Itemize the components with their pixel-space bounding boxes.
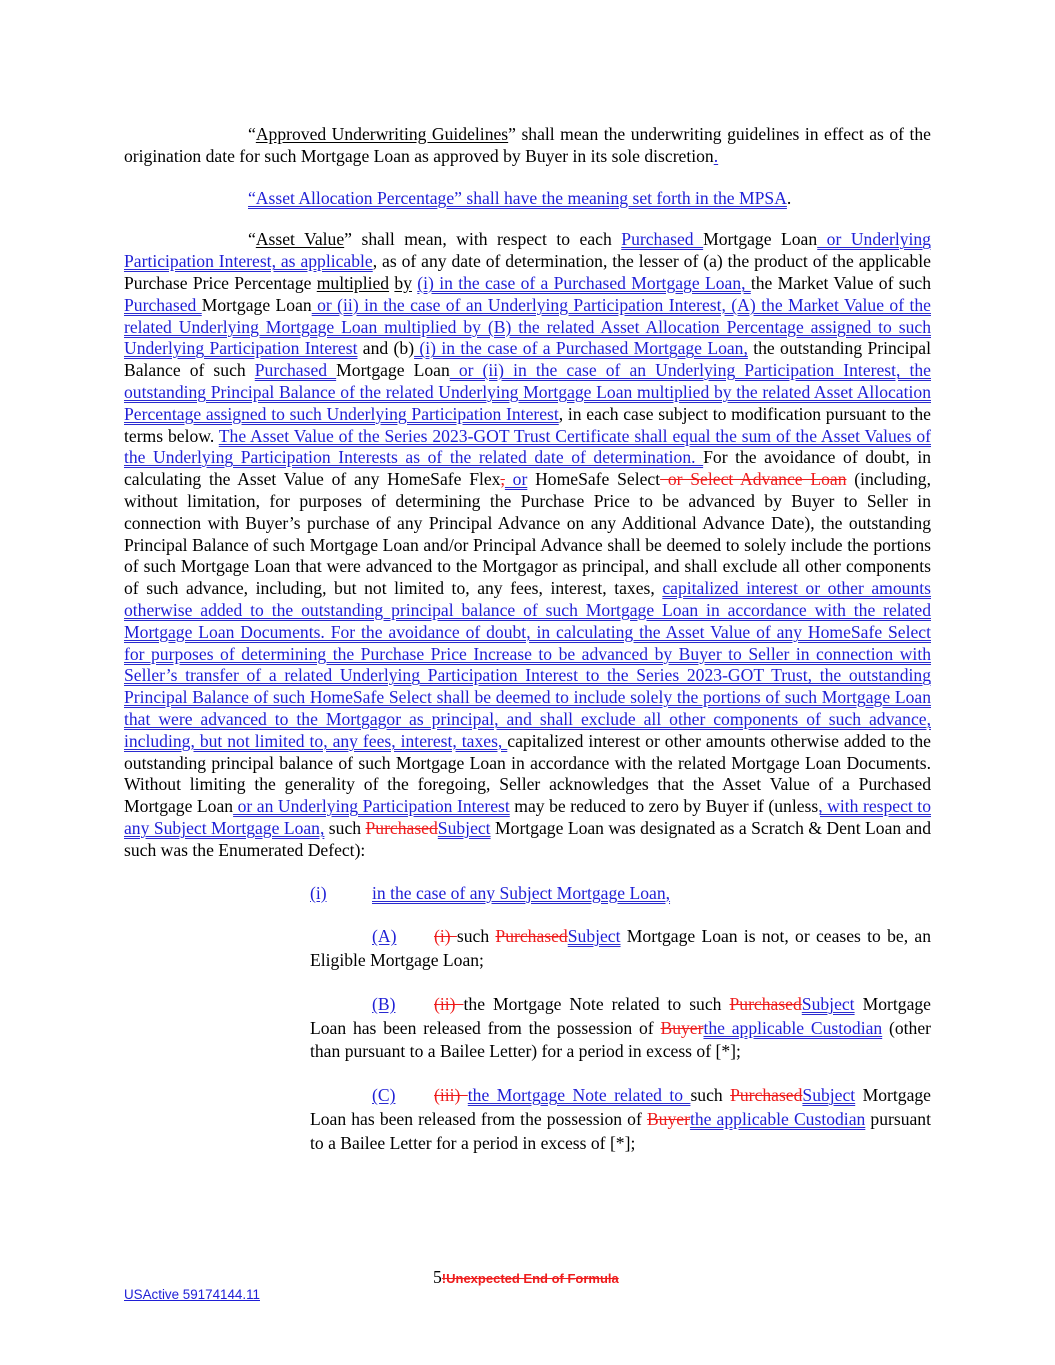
quote-mark: “ [248,229,256,250]
inserted-text: or Underlying Participation Interest, as applicable [124,229,931,272]
inserted-text: capitalized interest or other amounts otherwise added to the outstanding principal balance of such Mortgage Loan in accordance with the related Mortgage Loan Documents. For the avoidance of doubt, in calculating the Asset Value of any HomeSafe Select for purposes of determining the Purchase Price Increase to be advanced by Buyer to Seller in connection with Seller’s transfer of a related Underlying Participation Interest to the Series 2023-GOT Trust, the outstanding Principal Balance of such HomeSafe Select shall be deemed to include solely the portions of such Mortgage Loan that were advanced to the Mortgagor as principal, and shall exclude all other components of such advance, including, but not limited to, any fees, interest, taxes, [124,578,931,751]
deleted-text: (iii) [434,1085,468,1106]
inserted-text: Subject [437,817,491,838]
inserted-text: Subject [801,993,855,1014]
deleted-text: Purchased [365,817,438,838]
definition-text: the outstanding Principal Balance of such [124,338,931,381]
definition-text: such [324,817,366,838]
inserted-text: the applicable Custodian [703,1017,883,1038]
clause-text: pursuant to a Bailee Letter for a period in excess of [*]; [310,1109,931,1153]
underlined-text: multiplied [316,272,390,293]
inserted-text: or (ii) in the case of an Underlying Participation Interest, the outstanding Principal Balance of the related Underlying Mortgage Loan multiplied by the related Asset Allocation Percentage assigned to such Underlying Participation Interest [124,360,931,424]
deleted-text: (i) [434,926,457,947]
definition-text: ” shall mean, with respect to each [344,229,622,250]
definition-text: (including, without limitation, for purposes of determining the Purchase Price to be advanced by Buyer to Seller in connection with Buyer’s purchase of any Principal Advance on any Additional Advance Date), the outstanding Principal Balance of such Mortgage Loan and/or Principal Advance shall be deemed to solely include the portions of such Mortgage Loan that were advanced to the Mortgagor as principal, and shall exclude all other components of such advance, including, but not limited to, any fees, interest, taxes, [124,469,931,599]
clause-text: the Mortgage Note related to such [463,993,730,1014]
deleted-text: Buyer [646,1109,690,1130]
clause-text: Mortgage Loan has been released from the possession of [310,1085,931,1130]
definition-text: and (b) [357,338,415,359]
definition-text: , as of any date of determination, the lesser of (a) the product of the applicable Purchase Price Percentage [124,251,931,293]
deleted-text: Purchased [729,993,802,1014]
field-error: !Unexpected End of Formula [441,1271,619,1286]
clause-C [310,1084,931,1155]
definition-asset-allocation-percentage [124,188,931,210]
document-page [124,124,931,1176]
clause-text: (other than pursuant to a Bailee Letter) for a period in excess of [*]; [310,1017,931,1062]
clause-text: such [690,1085,731,1106]
definition-asset-value [124,229,931,861]
defined-term: Asset Value [255,229,345,250]
definition-text: Mortgage Loan was designated as a Scratch & Dent Loan and such was the Enumerated Defect): [124,817,932,860]
definition-approved-underwriting-guidelines [124,124,931,168]
defined-term: Approved Underwriting Guidelines [255,124,509,144]
document-id: USActive 59174144.11 [124,1287,260,1302]
definition-text: For the avoidance of doubt, in calculating the Asset Value of any HomeSafe Flex [124,447,932,490]
inserted-text: (i) in the case of a Purchased Mortgage Loan, [417,272,751,293]
definition-text: may be reduced to zero by Buyer if (unless [509,796,819,817]
definition-text: . [786,187,792,208]
deleted-text: (ii) [434,993,464,1014]
clause-text: such [456,926,496,947]
clause-number: (A) [372,926,397,947]
clause-text: Mortgage Loan is not, or ceases to be, an Eligible Mortgage Loan; [310,926,931,971]
inserted-text: Purchased [254,360,337,381]
inserted-text: Purchased [124,294,202,315]
definition-text: the Market Value of such [750,272,931,293]
definition-text: HomeSafe Select [527,469,661,490]
deleted-text: Buyer [660,1017,704,1038]
underlined-text: by [394,272,412,293]
definition-text: Mortgage Loan [336,360,450,381]
definition-text: Mortgage Loan [201,294,312,315]
clause-B [310,993,931,1064]
clause-number: (C) [372,1085,396,1106]
page-footer [433,1267,619,1288]
deleted-text: Purchased [495,926,568,947]
inserted-text: , with respect to any Subject Mortgage Loan, [124,796,931,838]
clause-number: (i) [310,882,327,903]
conditions-list [310,882,931,1156]
inserted-text: Subject [567,926,621,947]
deleted-text: or Select Advance Loan [660,469,847,490]
clause-A [310,925,931,973]
inserted-text: in the case of any Subject Mortgage Loan, [372,882,671,903]
inserted-text: the Mortgage Note related to [467,1085,691,1106]
inserted-text: the applicable Custodian [689,1109,866,1130]
inserted-text: Subject [802,1085,856,1106]
inserted-text: or an Underlying Participation Interest [233,796,510,817]
inserted-text: “Asset Allocation Percentage” shall have the meaning set forth in the MPSA [248,187,787,208]
inserted-text: The Asset Value of the Series 2023-GOT Trust Certificate shall equal the sum of the Asset Values of the Underlying Participation Interests as of the related date of determination. [124,425,931,468]
clause-number: (B) [372,993,396,1014]
inserted-text: or [504,469,528,490]
deleted-text: Purchased [730,1085,803,1106]
definition-text: ” shall mean the underwriting guidelines in effect as of the origination date for such Mortgage Loan as approved by Buyer in its sole discretion [124,124,931,166]
clause-text: Mortgage Loan has been released from the possession of [310,993,931,1038]
inserted-text: . [713,145,719,166]
inserted-text: (i) in the case of a Purchased Mortgage Loan, [414,338,748,359]
deleted-text: , [500,469,505,490]
inserted-text: or (ii) in the case of an Underlying Participation Interest, (A) the Market Value of the related Underlying Mortgage Loan multiplied by (B) the related Asset Allocation Percentage assigned to such Underlying Participation Interest [124,294,931,359]
page-number: 5 [433,1267,442,1287]
definition-text: , in each case subject to modification pursuant to the terms below. [124,403,931,446]
definition-text: Mortgage Loan [703,229,818,250]
inserted-text: Purchased [621,229,704,250]
definition-text: capitalized interest or other amounts otherwise added to the outstanding principal balance of such Mortgage Loan in accordance with the related Mortgage Loan Documents. Without limiting the generality of the foregoing, Seller acknowledges that the Asset Value of a Purchased Mortgage Loan [124,730,931,817]
clause-i [310,882,931,906]
quote-mark: “ [248,124,256,144]
